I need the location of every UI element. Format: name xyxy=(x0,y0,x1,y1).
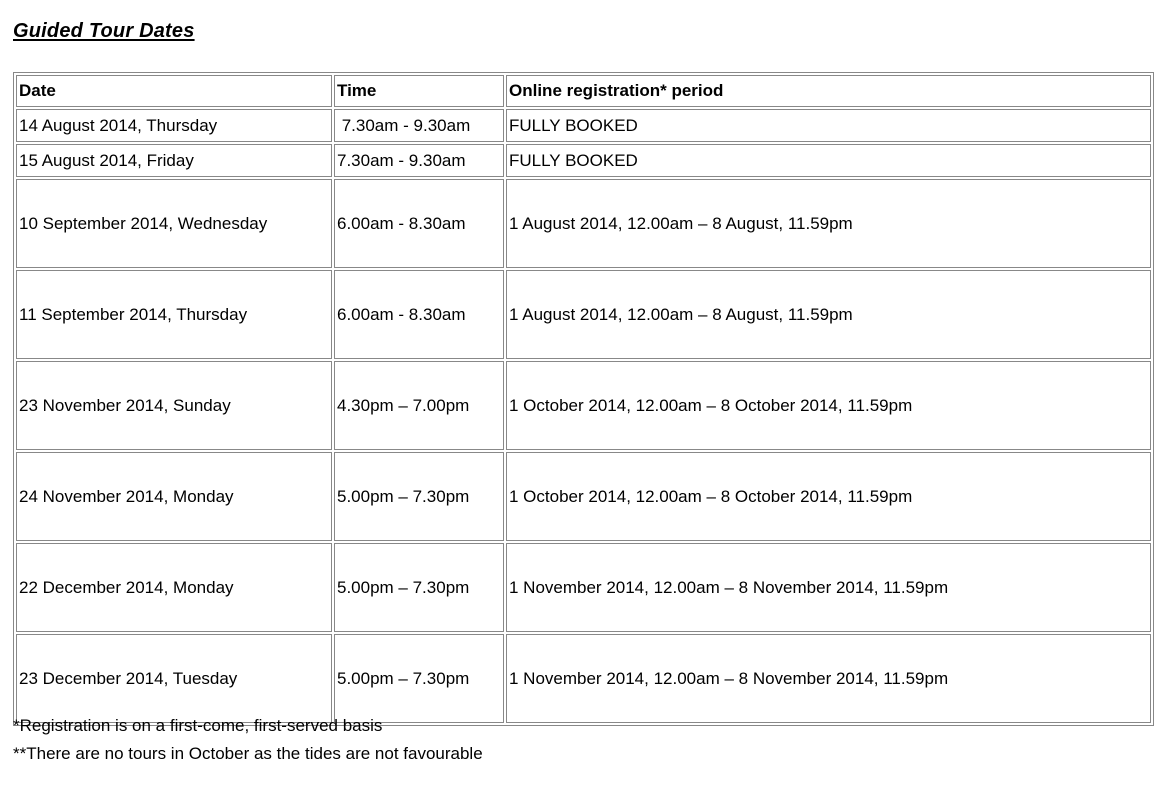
registration-cell: 1 August 2014, 12.00am – 8 August, 11.59pm xyxy=(506,179,1151,268)
time-cell: 7.30am - 9.30am xyxy=(334,144,504,177)
time-cell: 5.00pm – 7.30pm xyxy=(334,543,504,632)
date-cell: 11 September 2014, Thursday xyxy=(16,270,332,359)
column-header-date: Date xyxy=(16,75,332,107)
date-cell: 23 December 2014, Tuesday xyxy=(16,634,332,723)
table-row xyxy=(16,543,1151,632)
column-header-time: Time xyxy=(334,75,504,107)
footnotes xyxy=(13,712,483,768)
date-cell: 22 December 2014, Monday xyxy=(16,543,332,632)
date-cell: 23 November 2014, Sunday xyxy=(16,361,332,450)
date-cell: 24 November 2014, Monday xyxy=(16,452,332,541)
registration-cell: FULLY BOOKED xyxy=(506,109,1151,142)
registration-cell: 1 August 2014, 12.00am – 8 August, 11.59pm xyxy=(506,270,1151,359)
date-cell: 14 August 2014, Thursday xyxy=(16,109,332,142)
registration-cell: 1 October 2014, 12.00am – 8 October 2014, 11.59pm xyxy=(506,452,1151,541)
table-row xyxy=(16,109,1151,142)
table-row xyxy=(16,452,1151,541)
table-row xyxy=(16,361,1151,450)
time-cell: 4.30pm – 7.00pm xyxy=(334,361,504,450)
table-row xyxy=(16,144,1151,177)
column-header-registration-period: Online registration* period xyxy=(506,75,1151,107)
registration-cell: 1 October 2014, 12.00am – 8 October 2014, 11.59pm xyxy=(506,361,1151,450)
tour-dates-table xyxy=(13,72,1154,726)
date-cell: 10 September 2014, Wednesday xyxy=(16,179,332,268)
registration-cell: 1 November 2014, 12.00am – 8 November 2014, 11.59pm xyxy=(506,634,1151,723)
date-cell: 15 August 2014, Friday xyxy=(16,144,332,177)
time-cell: 7.30am - 9.30am xyxy=(334,109,504,142)
footnote-registration: *Registration is on a first-come, first-served basis xyxy=(13,716,383,735)
time-cell: 5.00pm – 7.30pm xyxy=(334,634,504,723)
time-cell: 6.00am - 8.30am xyxy=(334,179,504,268)
table-row xyxy=(16,634,1151,723)
table-header-row xyxy=(16,75,1151,107)
time-cell: 6.00am - 8.30am xyxy=(334,270,504,359)
time-cell: 5.00pm – 7.30pm xyxy=(334,452,504,541)
registration-cell: FULLY BOOKED xyxy=(506,144,1151,177)
table-row xyxy=(16,270,1151,359)
registration-cell: 1 November 2014, 12.00am – 8 November 2014, 11.59pm xyxy=(506,543,1151,632)
footnote-october: **There are no tours in October as the tides are not favourable xyxy=(13,744,483,763)
page-title: Guided Tour Dates xyxy=(13,20,195,42)
table-row xyxy=(16,179,1151,268)
